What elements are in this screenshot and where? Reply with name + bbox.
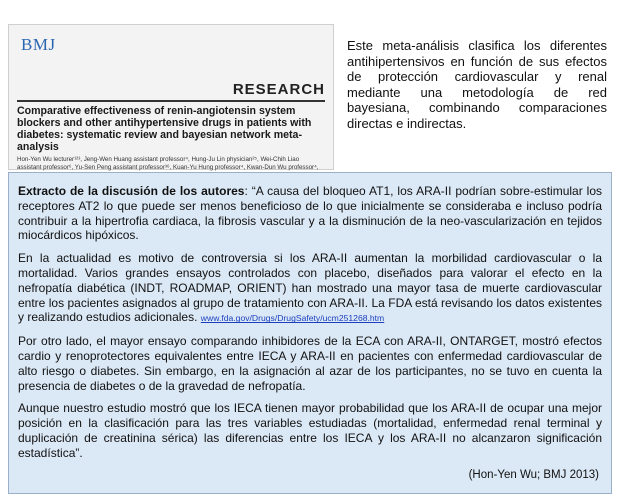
section-label: RESEARCH — [232, 81, 325, 98]
discussion-paragraph-4: Aunque nuestro estudio mostró que los IECA tienen mayor probabilidad que los ARA-II de ocupar una mejor posición en la clasificación para las tres variables estudiadas (mortalidad, enfermedad renal terminal y duplicación de creatinina sérica) las diferencias entre los IECA y los ARA-II no alcanzaron significación estadística”. — [18, 401, 602, 460]
discussion-paragraph-3: Por otro lado, el mayor ensayo comparando inhibidores de la ECA con ARA-II, ONTARGET, mostró efectos cardio y renoprotectores equivalentes entre IECA y ARA-II en pacientes con enfermedad cardiovascular de alto riesgo o diabetes. Sin embargo, en la asignación al azar de los participantes, no se tuvo en cuenta la presencia de diabetes o de la gravedad de nefropatía. — [18, 334, 602, 393]
bmj-logo: BMJ — [21, 35, 56, 54]
discussion-paragraph-1 — [18, 184, 602, 243]
discussion-box — [8, 172, 612, 494]
discussion-p2-text: En la actualidad es motivo de controversia si los ARA-II aumentan la morbilidad cardiovascular o la mortalidad. Varios grandes ensayos controlados con placebo, diseñados para valorar el efecto en la nefropatía diabética (INDT, ROADMAP, ORIENT) han mostrado una mayor tasa de muerte cardiovascular entre los pacientes asignados al grupo de tratamiento con ARA-II. La FDA está revisando los datos existentes y realizando estudios adicionales. — [18, 251, 602, 325]
discussion-p1-text: : “A causa del bloqueo AT1, los ARA-II podrían sobre-estimular los receptores AT2 lo que puede ser menos beneficioso de lo que inicialmente se consideraba e incluso podría contribuir a la hipertrofia cardiaca, la fibrosis vascular y a la disminución de la neo-vascularización en tejidos miocárdicos hipóxicos. — [18, 184, 603, 243]
discussion-lead: Extracto de la discusión de los autores — [18, 184, 245, 198]
section-divider — [17, 100, 325, 102]
citation: (Hon-Yen Wu; BMJ 2013) — [468, 469, 599, 482]
discussion-paragraph-2 — [18, 251, 602, 326]
article-authors: Hon-Yen Wu lecturer¹²³, Jeng-Wen Huang assistant professor⁴, Hung-Ju Lin physician²⁵, Wei-Chih Liao assistant professor⁶, Yu-Sen Peng assistant professor³⁶, Kuan-Yu Hung professor⁴, Kwan-Dun Wu professor⁴, — [17, 156, 319, 171]
summary-text: Este meta-análisis clasifica los diferentes antihipertensivos en función de sus efectos de protección cardiovascular y renal mediante una metodología de red bayesiana, combinando comparaciones directas e indirectas. — [347, 38, 607, 131]
article-header — [17, 81, 325, 179]
fda-link[interactable]: www.fda.gov/Drugs/DrugSafety/ucm251268.htm — [200, 313, 385, 324]
article-title: Comparative effectiveness of renin-angiotensin system blockers and other antihypertensive drugs in patients with diabetes: systematic review and bayesian network meta-analysis — [17, 105, 312, 153]
article-card — [8, 24, 334, 170]
